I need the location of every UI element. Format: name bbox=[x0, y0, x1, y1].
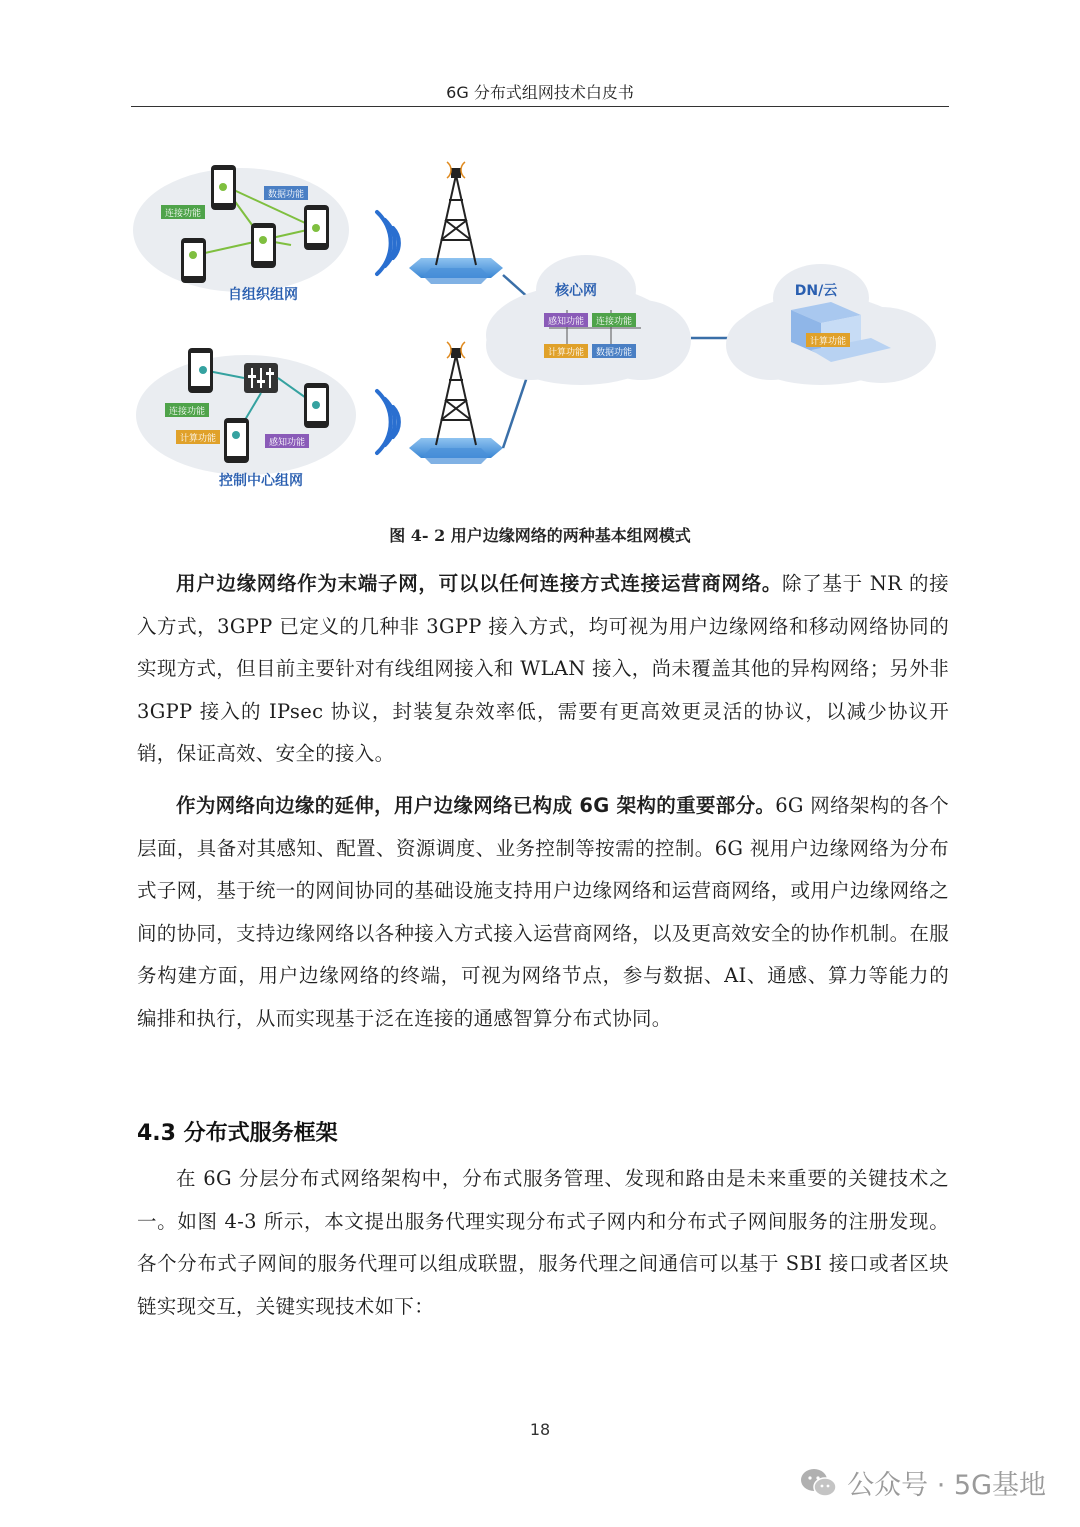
phone-icon bbox=[251, 223, 276, 268]
watermark-text: 公众号 · 5G基地 bbox=[847, 1470, 1046, 1501]
function-label-data: 数据功能 bbox=[595, 348, 633, 358]
phone-icon bbox=[304, 383, 329, 428]
core-network-cloud bbox=[486, 255, 691, 385]
paragraph-2 bbox=[137, 785, 949, 1040]
function-label-connect: 连接功能 bbox=[164, 209, 202, 219]
paragraph-1 bbox=[137, 563, 949, 776]
wechat-icon bbox=[799, 1466, 839, 1500]
controller-icon bbox=[244, 363, 278, 393]
paragraph-1-lead: 用户边缘网络作为末端子网，可以以任何连接方式连接运营商网络。 bbox=[176, 572, 783, 595]
paragraph-2-body: 6G 网络架构的各个层面，具备对其感知、配置、资源调度、业务控制等按需的控制。6G 视用户边缘网络为分布式子网，基于统一的网间协同的基础设施支持用户边缘网络和运营商网络，或用户边缘网络之间的协同，支持边缘网络以各种接入方式接入运营商网络，以及更高效安全的协作机制。在服务构建方面，用户边缘网络的终端，可视为网络节点，参与数据、AI、通感、算力等能力的编排和执行，从而实现基于泛在连接的通感智算分布式协同。 bbox=[137, 794, 949, 1030]
phone-icon bbox=[224, 418, 249, 463]
function-label-sense: 感知功能 bbox=[547, 317, 585, 327]
header-title: 6G 分布式组网技术白皮书 bbox=[446, 83, 634, 102]
base-station-tower-icon bbox=[409, 162, 503, 284]
paragraph-1-body: 除了基于 NR 的接入方式，3GPP 已定义的几种非 3GPP 接入方式，均可视为用户边缘网络和移动网络协同的实现方式，但目前主要针对有线组网接入和 WLAN 接入，尚未覆盖其他的异构网络；另外非 3GPP 接入的 IPsec 协议，封装复杂效率低，需要有更高效更灵活的协议，以减少协议开销，保证高效、安全的接入。 bbox=[137, 572, 949, 765]
phone-icon bbox=[188, 348, 213, 393]
function-label-compute: 计算功能 bbox=[179, 434, 217, 444]
page-number: 18 bbox=[529, 1420, 551, 1439]
phone-icon bbox=[211, 165, 236, 210]
header-rule bbox=[131, 106, 949, 107]
phone-icon bbox=[181, 238, 206, 283]
self-organizing-label: 自组织组网 bbox=[228, 287, 298, 303]
phone-icon bbox=[304, 205, 329, 250]
function-label-data: 数据功能 bbox=[267, 190, 305, 200]
paragraph-3-body: 在 6G 分层分布式网络架构中，分布式服务管理、发现和路由是未来重要的关键技术之一。如图 4-3 所示，本文提出服务代理实现分布式子网内和分布式子网间服务的注册发现。各个分布式子网间的服务代理可以组成联盟，服务代理之间通信可以基于 SBI 接口或者区块链实现交互，关键实现技术如下： bbox=[137, 1167, 949, 1318]
function-label-connect: 连接功能 bbox=[168, 407, 206, 417]
watermark bbox=[799, 1463, 1046, 1502]
core-network-label: 核心网 bbox=[555, 283, 597, 299]
figure-network-modes bbox=[131, 150, 949, 500]
base-station-tower-icon bbox=[409, 342, 503, 464]
dn-cloud-label: DN/云 bbox=[794, 283, 838, 299]
signal-waves-icon bbox=[377, 212, 399, 274]
signal-waves-icon bbox=[377, 391, 399, 453]
paragraph-3 bbox=[137, 1158, 949, 1328]
control-center-label: 控制中心组网 bbox=[219, 473, 303, 489]
paragraph-2-lead: 作为网络向边缘的延伸，用户边缘网络已构成 6G 架构的重要部分。 bbox=[176, 794, 776, 817]
function-label-sense: 感知功能 bbox=[268, 438, 306, 448]
function-label-compute: 计算功能 bbox=[809, 337, 847, 347]
section-heading: 4.3 分布式服务框架 bbox=[137, 1121, 338, 1146]
function-label-compute: 计算功能 bbox=[547, 348, 585, 358]
function-label-connect: 连接功能 bbox=[595, 317, 633, 327]
figure-caption: 图 4- 2 用户边缘网络的两种基本组网模式 bbox=[389, 526, 691, 545]
